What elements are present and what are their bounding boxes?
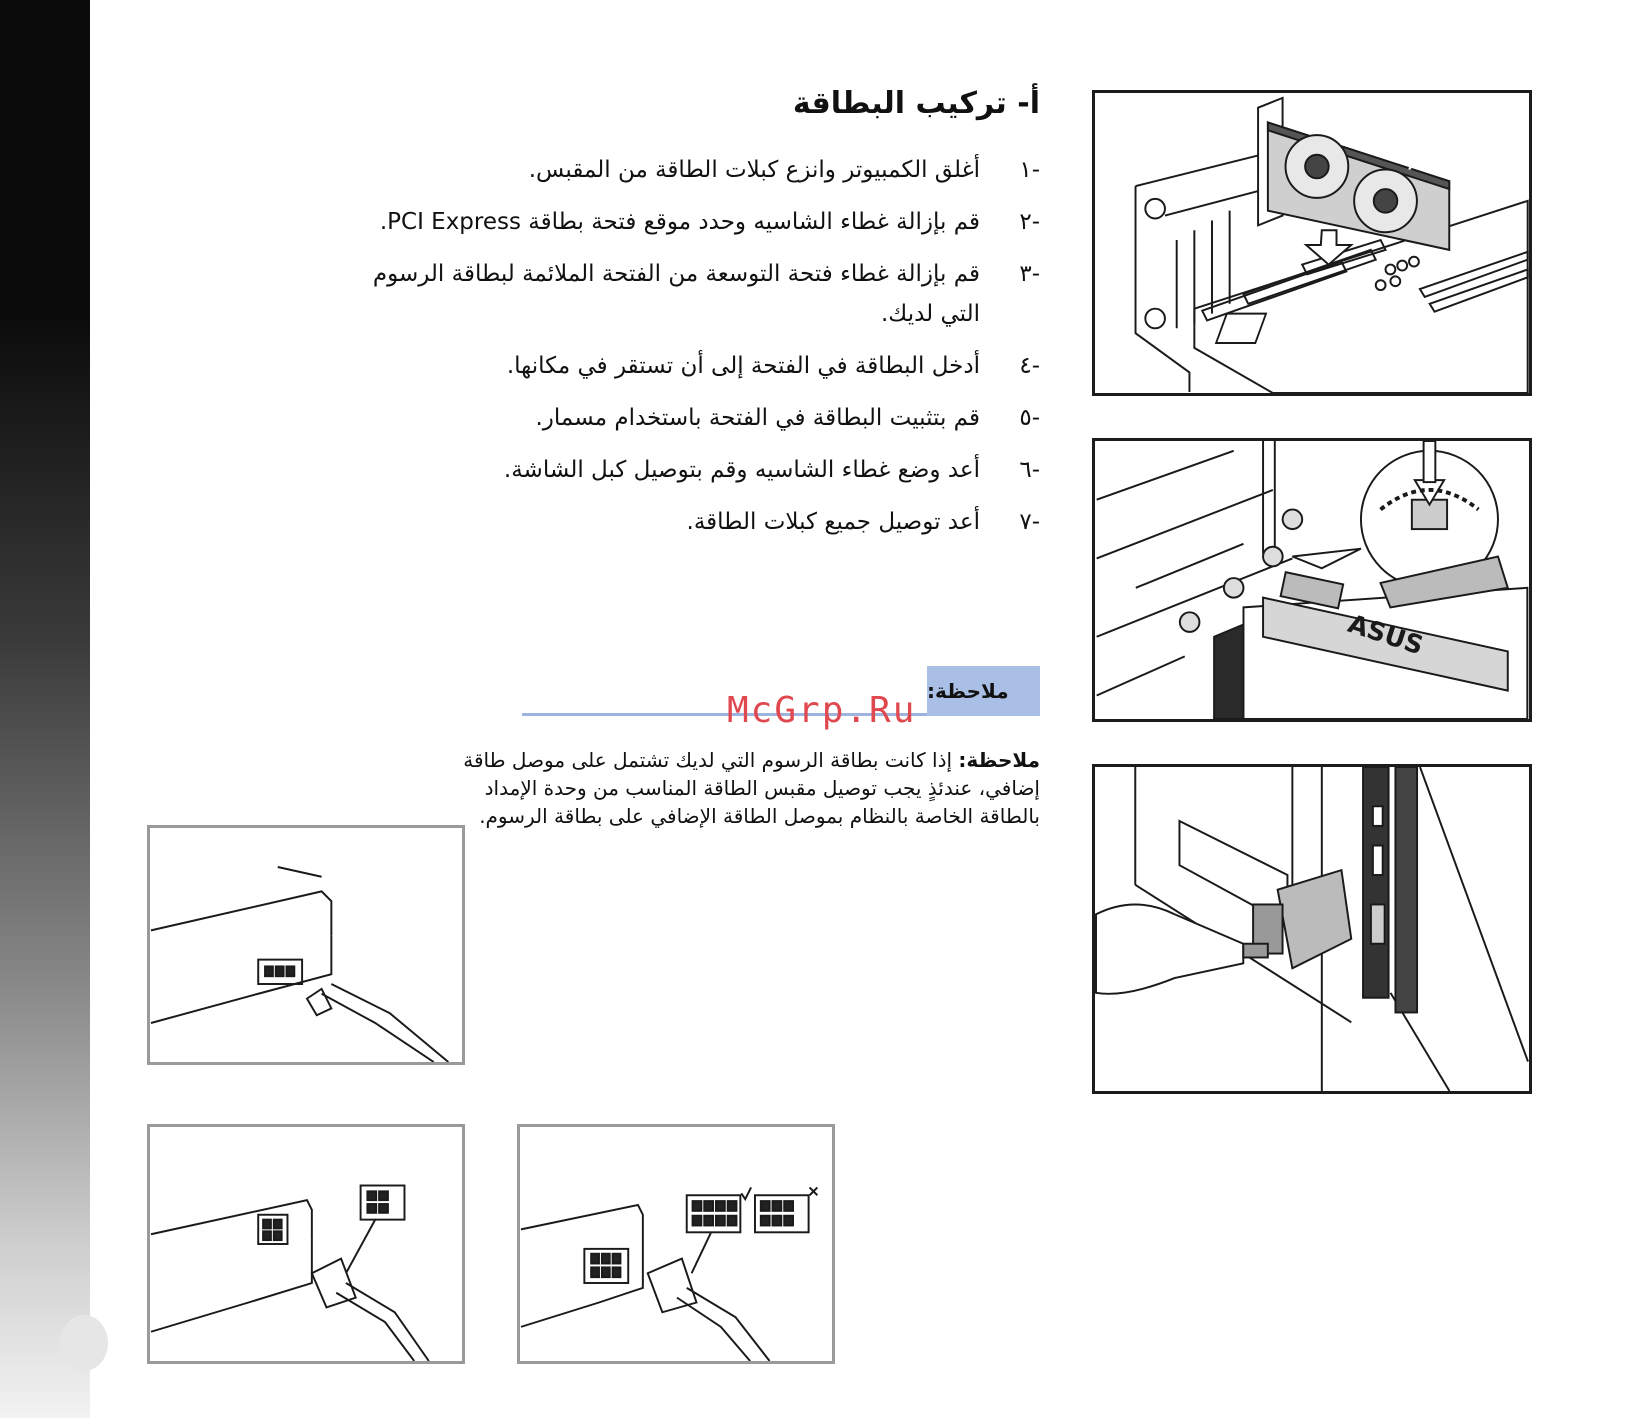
note-tab-label: ملاحظة: [927,679,1009,703]
note-text: إذا كانت بطاقة الرسوم التي لديك تشتمل على موصل طاقة إضافي، عندئذٍ يجب توصيل مقبس الطاقة المناسب من وحدة الإمداد بالطاقة الخاصة بالنظام بموصل الطاقة الإضافي على بطاقة الرسوم. [463,748,1040,828]
section-title: أ- تركيب البطاقة [792,86,1040,121]
step-item [360,254,1040,334]
card-insertion-illustration [1095,93,1529,393]
installation-steps [360,150,1040,554]
watermark: McGrp.Ru [727,690,917,731]
figure-screw-fastening [1092,438,1532,722]
figure-power-connector-6pin [147,1124,465,1364]
monitor-cable-illustration [1095,767,1529,1091]
step-item [360,398,1040,438]
note-tab [927,666,1040,716]
page-number-tab [60,1315,108,1371]
six-pin-connector-illustration [150,1127,462,1361]
note-label: ملاحظة: [958,748,1040,772]
figure-card-insertion [1092,90,1532,396]
step-number: -٧ [1019,509,1040,535]
step-item [360,150,1040,190]
step-text: أدخل البطاقة في الفتحة إلى أن تستقر في مكانها. [506,353,980,379]
step-number: -٢ [1019,209,1040,235]
figure-power-connector-1 [147,825,465,1065]
step-item [360,450,1040,490]
note-body [420,746,1040,830]
step-text: أغلق الكمبيوتر وانزع كبلات الطاقة من المقبس. [528,157,980,183]
step-number: -٦ [1019,457,1040,483]
step-text: قم بتثبيت البطاقة في الفتحة باستخدام مسمار. [535,405,980,431]
step-text: أعد وضع غطاء الشاسيه وقم بتوصيل كبل الشاشة. [503,457,980,483]
step-number: -١ [1019,157,1040,183]
screw-fastening-illustration [1095,441,1529,719]
cross-mark-icon [810,1187,818,1195]
step-item [360,346,1040,386]
side-gradient-bar [0,0,90,1418]
step-text: أعد توصيل جميع كبلات الطاقة. [686,509,980,535]
step-item [360,502,1040,542]
step-text: قم بإزالة غطاء فتحة التوسعة من الفتحة الملائمة لبطاقة الرسوم التي لديك. [372,261,980,327]
card-logo: ASUS [1344,608,1427,662]
step-number: -٤ [1019,353,1040,379]
step-number: -٣ [1019,261,1040,287]
card-logo: ASUS [1408,157,1450,174]
figure-power-connector-8pin [517,1124,835,1364]
check-mark-icon [741,1187,751,1199]
power-connector-illustration [150,828,462,1062]
step-number: -٥ [1019,405,1040,431]
figure-monitor-cable [1092,764,1532,1094]
step-item [360,202,1040,242]
eight-pin-connector-illustration [520,1127,832,1361]
step-text: قم بإزالة غطاء الشاسيه وحدد موقع فتحة بطاقة PCI Express. [379,209,980,235]
